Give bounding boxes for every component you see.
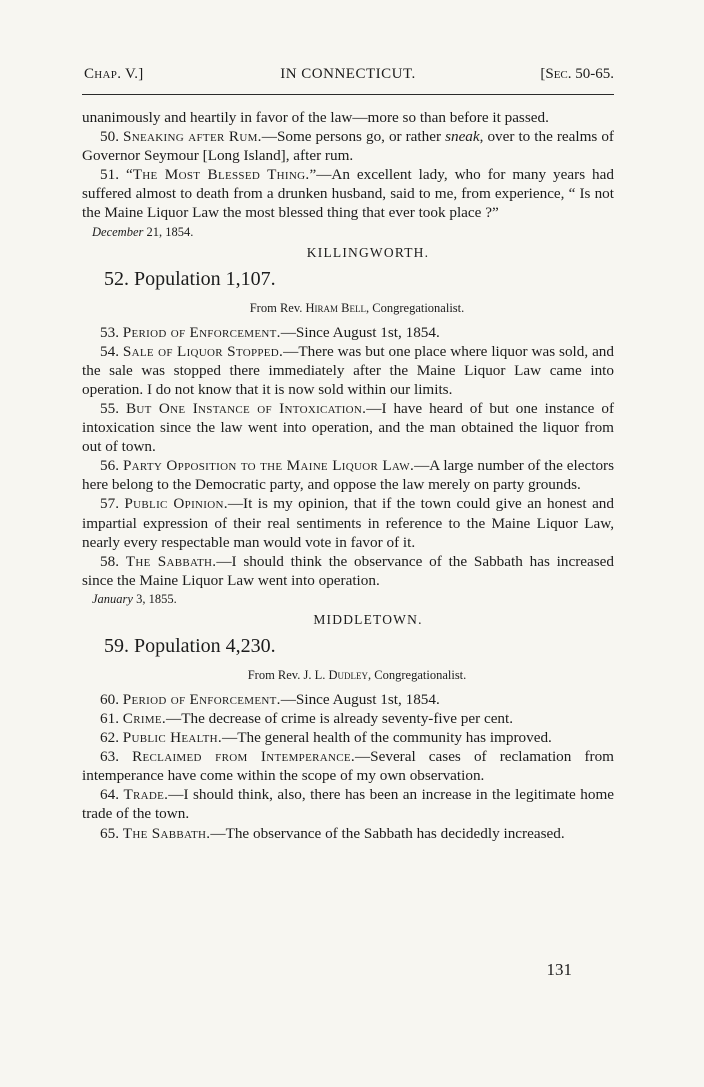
paragraph-53: 53. Period of Enforcement.—Since August 1st, 1854.	[100, 323, 440, 341]
paragraph-heading: Period of Enforcement.	[122, 690, 281, 708]
paragraph-heading: Public Opinion.	[124, 495, 228, 513]
running-title: IN CONNECTICUT.	[280, 66, 416, 82]
paragraph-65: 65. The Sabbath.—The observance of the Sabbath has decidedly increased.	[100, 824, 565, 842]
population-heading: 52. Population 1,107.	[104, 267, 276, 290]
continued-paragraph: unanimously and heartily in favor of the law—more so than before it passed.	[82, 109, 549, 126]
letter-date: January 3, 1855.	[92, 591, 177, 606]
running-head	[82, 66, 614, 88]
paragraph-61: 61. Crime.—The decrease of crime is already seventy-five per cent.	[100, 709, 514, 727]
page-number: 131	[546, 960, 572, 979]
paragraph-54: 54. Sale of Liquor Stopped.—There was but one place where liquor was sold, and the sale was stopped there immediately after the Maine Liquor Law came into operation. I do not know that it is now sold within our limits.	[82, 342, 614, 398]
page-body	[82, 108, 614, 843]
paragraph-64: 64. Trade.—I should think, also, there has been an increase in the legitimate home trade of the town.	[82, 786, 615, 823]
paragraph-heading: The Sabbath.	[125, 552, 217, 570]
chapter-label: Chap. V.]	[84, 66, 144, 82]
population-heading: 59. Population 4,230.	[104, 634, 276, 657]
paragraph-heading: The Sabbath.	[122, 824, 211, 842]
paragraph-heading: The Most Blessed Thing.	[132, 166, 310, 184]
paragraph-56: 56. Party Opposition to the Maine Liquor Law.—A large number of the electors here belong to the Democratic party, and oppose the law merely on party grounds.	[82, 457, 615, 494]
correspondent-line: From Rev. J. L. Dudley, Congregationalist.	[247, 667, 467, 682]
town-heading-killingworth: KILLINGWORTH.	[306, 244, 430, 260]
paragraph-62: 62. Public Health.—The general health of the community has improved.	[100, 729, 552, 747]
section-range: [Sec. 50-65.	[540, 66, 614, 82]
correspondent-line: From Rev. Hiram Bell, Congregationalist.	[249, 300, 465, 315]
paragraph-55: 55. But One Instance of Intoxication.—I have heard of but one instance of intoxication since the law went into operation, and the man obtained the liquor from out of town.	[82, 399, 614, 456]
paragraph-heading: Trade.	[123, 786, 169, 804]
letter-date: December 21, 1854.	[92, 224, 194, 239]
paragraph-heading: Period of Enforcement.	[122, 323, 281, 341]
paragraph-heading: Sale of Liquor Stopped.	[122, 342, 284, 360]
paragraph-63: 63. Reclaimed from Intemperance.—Several cases of reclamation from intemperance have come within the scope of my own observation.	[82, 748, 614, 785]
paragraph-heading: Public Health.	[122, 729, 223, 747]
paragraph-60: 60. Period of Enforcement.—Since August 1st, 1854.	[100, 690, 440, 708]
paragraph-51: 51. “The Most Blessed Thing.”—An excellent lady, who for many years had suffered almost to death from a drunken husband, said to me, from experience, “ Is not the Maine Liquor Law the most blessed thing that ever took place ?”	[82, 166, 614, 222]
paragraph-heading: But One Instance of Intoxication.	[125, 399, 367, 417]
paragraph-57: 57. Public Opinion.—It is my opinion, that if the town could give an honest and impartial expression of their real sentiments in reference to the Maine Liquor Law, nearly every respectable man would vote in favor of it.	[82, 495, 614, 551]
town-heading-middletown: MIDDLETOWN.	[313, 611, 423, 627]
paragraph-heading: Crime.	[122, 709, 167, 727]
paragraph-50: 50. Sneaking after Rum.—Some persons go, or rather sneak, over to the realms of Governor Seymour [Long Island], after rum.	[82, 128, 614, 165]
paragraph-heading: Reclaimed from Intemperance.	[132, 748, 355, 766]
paragraph-heading: Sneaking after Rum.	[123, 128, 262, 146]
paragraph-heading: Party Opposition to the Maine Liquor Law.	[122, 457, 415, 475]
paragraph-58: 58. The Sabbath.—I should think the observance of the Sabbath has increased since the Maine Liquor Law went into operation.	[82, 552, 614, 589]
header-rule	[82, 94, 614, 95]
